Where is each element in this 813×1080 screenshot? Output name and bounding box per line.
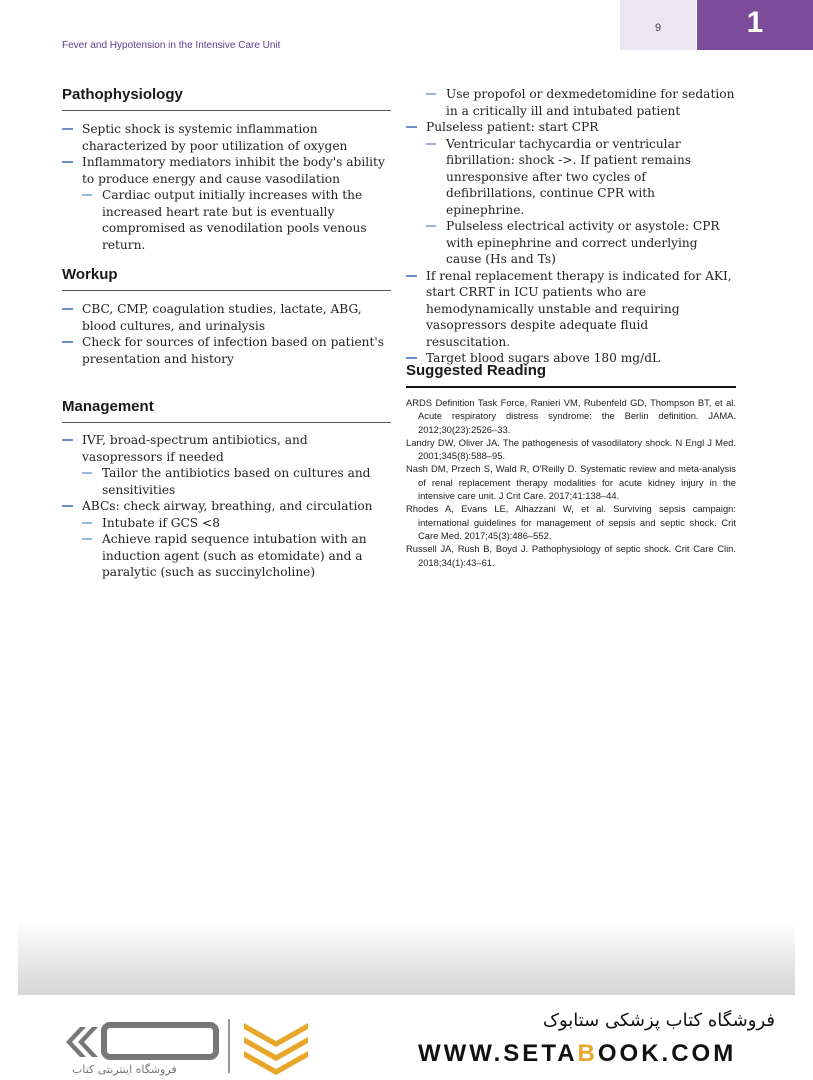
- sub-bullet-item: Intubate if GCS <8: [62, 515, 391, 532]
- heading-rule: [62, 110, 391, 111]
- reference-item: Rhodes A, Evans LE, Alhazzani W, et al. Surviving sepsis campaign: international guidelines for management of sepsis and septic shock. Crit Care Med. 2017;45(3):486–552.: [406, 503, 736, 541]
- sub-bullet-item: Use propofol or dexmedetomidine for sedation in a critically ill and intubated patient: [406, 86, 736, 119]
- reference-item: Nash DM, Przech S, Wald R, O'Reilly D. Systematic review and meta-analysis of renal replacement therapy modalities for acute kidney injury in the intensive care unit. J Crit Care. 2017;41:138–44.: [406, 463, 736, 502]
- reference-item: ARDS Definition Task Force, Ranieri VM, Rubenfeld GD, Thompson BT, et al. Acute respiratory distress syndrome: the Berlin definition. JAMA. 2012;30(23):2526–33.: [406, 397, 736, 435]
- chapter-number: 1: [746, 6, 764, 39]
- persian-store-line: فروشگاه کتاب پزشکی ستابوک: [542, 1010, 775, 1031]
- bullet-item: Check for sources of infection based on patient's presentation and history: [62, 334, 391, 367]
- heading-rule: [62, 290, 391, 291]
- url-prefix: WWW.SETA: [418, 1040, 578, 1067]
- management-list: [62, 432, 391, 581]
- bullet-item: Septic shock is systemic inflammation characterized by poor utilization of oxygen: [62, 121, 391, 154]
- bullet-item: IVF, broad-spectrum antibiotics, and vasopressors if needed: [62, 432, 391, 465]
- chevron-left-icon: [66, 1027, 98, 1057]
- sub-bullet-item: Ventricular tachycardia or ventricular fibrillation: shock ->. If patient remains unresponsive after two cycles of defibrillations, continue CPR with epinephrine.: [406, 136, 736, 219]
- setabook-logo: [62, 1015, 332, 1077]
- bullet-item: CBC, CMP, coagulation studies, lactate, ABG, blood cultures, and urinalysis: [62, 301, 391, 334]
- url-highlight: B: [577, 1040, 598, 1067]
- heading-workup: Workup: [62, 266, 118, 283]
- url-suffix: OOK.COM: [597, 1040, 737, 1067]
- pathophysiology-list: [62, 121, 391, 253]
- logo-tagline: فروشگاه اینترنتی کتاب: [72, 1063, 177, 1076]
- page-fade: [18, 920, 795, 995]
- bullet-item: Inflammatory mediators inhibit the body's ability to produce energy and cause vasodilation: [62, 154, 391, 187]
- heading-pathophysiology: Pathophysiology: [62, 86, 183, 103]
- bullet-item: ABCs: check airway, breathing, and circulation: [62, 498, 391, 515]
- page-number: 9: [654, 22, 662, 34]
- book-stack-icon: [244, 1023, 308, 1075]
- management-continued-list: [406, 86, 736, 367]
- heading-management: Management: [62, 398, 154, 415]
- workup-list: [62, 301, 391, 367]
- reference-item: Landry DW, Oliver JA. The pathogenesis of vasodilatory shock. N Engl J Med. 2001;345(8):588–95.: [406, 436, 736, 462]
- bullet-item: If renal replacement therapy is indicated for AKI, start CRRT in ICU patients who are hemodynamically unstable and requiring vasopressors despite adequate fluid resuscitation.: [406, 268, 736, 351]
- bullet-item: Target blood sugars above 180 mg/dL: [406, 350, 736, 367]
- website-url[interactable]: [418, 1040, 783, 1068]
- heading-rule: [406, 386, 736, 388]
- references-list: [406, 396, 736, 569]
- sub-bullet-item: Cardiac output initially increases with the increased heart rate but is eventually compromised as venodilation pools venous return.: [62, 187, 391, 253]
- running-title: Fever and Hypotension in the Intensive Care Unit: [62, 40, 281, 51]
- sub-bullet-item: Achieve rapid sequence intubation with an induction agent (such as etomidate) and a paralytic (such as succinylcholine): [62, 531, 391, 581]
- sub-bullet-item: Tailor the antibiotics based on cultures and sensitivities: [62, 465, 391, 498]
- sub-bullet-item: Pulseless electrical activity or asystole: CPR with epinephrine and correct underlying cause (Hs and Ts): [406, 218, 736, 268]
- heading-rule: [62, 422, 391, 423]
- heading-suggested-reading: Suggested Reading: [406, 362, 547, 379]
- reference-item: Russell JA, Rush B, Boyd J. Pathophysiology of septic shock. Crit Care Clin. 2018;34(1):43–61.: [406, 543, 736, 568]
- bullet-item: Pulseless patient: start CPR: [406, 119, 736, 136]
